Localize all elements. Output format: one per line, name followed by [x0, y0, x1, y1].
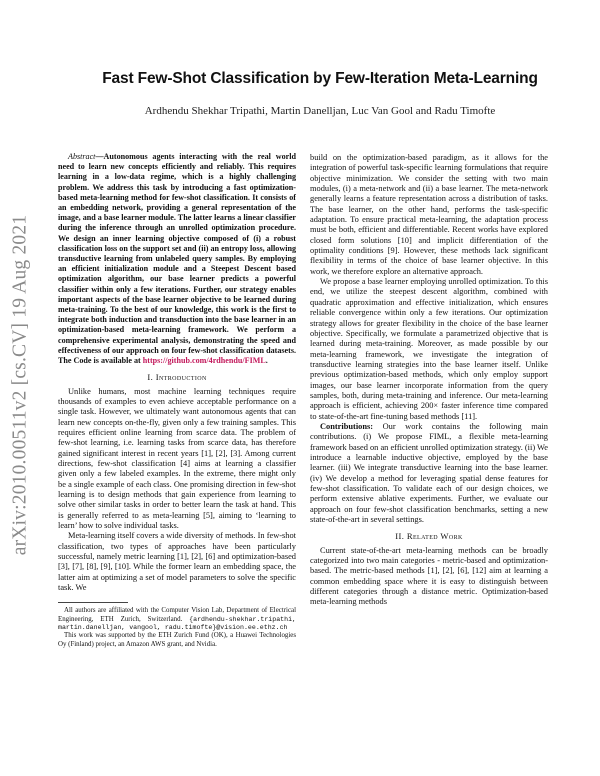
abstract-text: —Autonomous agents interacting with the real world need to learn new concepts efficiently and reliably. This requires learning in a low-data regime, which is a highly challenging problem. We address this task by introducing a fast optimization-based meta-learning method for few-shot classification. It consists of an embedding network, providing a general representation of the image, and a base learner module. The latter learns a linear classifier during the inference through an unrolled optimization procedure. We design an inner learning objective composed of (i) a robust classification loss on the support set and (ii) an entropy loss, allowing transductive learning from unlabeled query samples. By employing an efficient initialization module and a Steepest Descent based optimization algorithm, our base learner predicts a powerful classifier within only a few iterations. Further, our strategy enables important aspects of the base learner objective to be learned during meta-training. To the best of our knowledge, this work is the first to integrate both induction and transduction into the base learner in an optimization-based meta-learning framework. We perform a comprehensive experimental analysis, demonstrating the speed and effectiveness of our approach on four few-shot classification datasets. The Code is available at: [58, 152, 296, 366]
author-list: Ardhendu Shekhar Tripathi, Martin Danelljan, Luc Van Gool and Radu Timofte: [144, 105, 496, 117]
section-title: Introduction: [155, 372, 207, 383]
abstract-label: Abstract: [68, 152, 96, 161]
arxiv-id-text: arXiv:2010.00511v2 [cs.CV] 19 Aug 2021: [9, 214, 30, 556]
right-column: [310, 153, 548, 608]
intro-paragraph-3: build on the optimization-based paradigm, as it allows for the integration of powerful task-specific learning formulations that require objective minimization. We consider the setting with two main modules, (i) a meta-network and (ii) a base learner. The meta-network generally learns a feature representation across a distribution of tasks. The base learner, on the other hand, performs the task-specific adaptation. To ensure practical meta-learning, the adaptation process must be both, efficient and differentiable. Recent works have explored closed form solutions [10] and implicit differentiation of the optimality conditions [9]. However, these methods lack significant flexibility in terms of the choice of base learner objective. In this work, we therefore explore an alternative approach.: [310, 153, 548, 276]
section-number: II.: [395, 531, 405, 542]
footnote-affiliation: [58, 607, 296, 632]
section-heading-related-work: [310, 531, 548, 541]
abstract: [58, 152, 296, 366]
section-number: I.: [147, 372, 154, 383]
footnote-funding: This work was supported by the ETH Zurich Fund (OK), a Huawei Technologies Oy (Finland) project, an Amazon AWS grant, and Nvidia.: [58, 632, 296, 648]
contributions-text: Our work contains the following main contributions. (i) We propose FIML, a flexible meta-learning framework based on an efficient unrolled optimization strategy. (ii) We introduce a learnable inductive objective, employed by the base learner. (iii) We integrate transductive learning into the base learner. (iv) We develop a method for leveraging spatial dense features for few-shot classification. To validate each of our design choices, we perform extensive ablative experiments. Further, we evaluate our approach on four few-shot classification benchmarks, setting a new state-of-the-art in several settings.: [310, 421, 549, 525]
arxiv-identifier: [8, 150, 32, 620]
contributions-paragraph: [310, 422, 548, 525]
paper-title: Fast Few-Shot Classification by Few-Iteration Meta-Learning: [102, 70, 538, 87]
abstract-end: .: [265, 356, 268, 366]
intro-paragraph-1: Unlike humans, most machine learning techniques require thousands of examples to even achieve acceptable performance on a single task. However, we ultimately want autonomous agents that can learn new concepts on-the-fly, given only a few training samples. This requires efficient online learning from scarce data. The problem of few-shot learning, i.e. learning tasks from scarce data, has therefore gained significant interest in recent years [1], [2], [3]. Among current directions, few-shot classification [4] aims at learning a classifier given only a few labeled examples. In the extreme, there might only be a single example of each class. One promising direction in few-shot learning is to design methods that gain experience from learning to solve other similar tasks in order to better learn the task at hand. This is generally referred to as meta-learning [5], aiming to ‘learning to learn’ how to solve individual tasks.: [58, 386, 296, 531]
footnote-divider: [58, 602, 128, 603]
contributions-label: Contributions:: [320, 421, 374, 431]
footnote-emails: {ardhendu-shekhar.tripathi, martin.danelljan, vangool, radu.timofte}@vision.ee.ethz.ch: [58, 615, 296, 632]
related-paragraph-1: Current state-of-the-art meta-learning methods can be broadly categorized into two main categories - metric-based and optimization-based. The metric-based methods [1], [2], [6], [12] aim at learning a common embedding space where it is easy to distinguish between different categories through a distance metric. Optimization-based meta-learning methods: [310, 545, 548, 607]
section-title: Related Work: [406, 531, 463, 542]
left-column: [58, 152, 296, 649]
code-link[interactable]: https://github.com/4rdhendu/FIML: [142, 356, 266, 366]
intro-paragraph-4: We propose a base learner employing unrolled optimization. To this end, we utilize the steepest descent algorithm, combined with quadratic approximation and effective initialization, which ensures reliable convergence within only a few iterations. Our optimization strategy allows for greater flexibility in the choice of the base learner objective. Specifically, we formulate a parametrized objective that is learned during meta-training. Moreover, as made possible by our meta-learning framework, we investigate the integration of transductive learning strategies into the base learner itself. Unlike previous optimization-based methods, which only employ support images, our base learner incorporate information from the query samples, both, during meta-training and inference. Our meta-learning approach is efficient, achieving 200× faster inference time compared to state-of-the-art fine-tuning based methods [11].: [310, 277, 548, 421]
footnote-affiliation-text: All authors are affiliated with the Computer Vision Lab, Department of Electrical Engineering, ETH Zurich, Switzerland.: [58, 607, 296, 623]
section-heading-introduction: [58, 372, 296, 382]
intro-paragraph-2: Meta-learning itself covers a wide diversity of methods. In few-shot classification, two types of approaches have been particularly successful, namely metric learning [1], [2], [6] and optimization-based [3], [7], [8], [9], [10]. While the former learn an embedding space, the latter aim at optimizing a set of model parameters to solve the specific task. We: [58, 531, 296, 593]
